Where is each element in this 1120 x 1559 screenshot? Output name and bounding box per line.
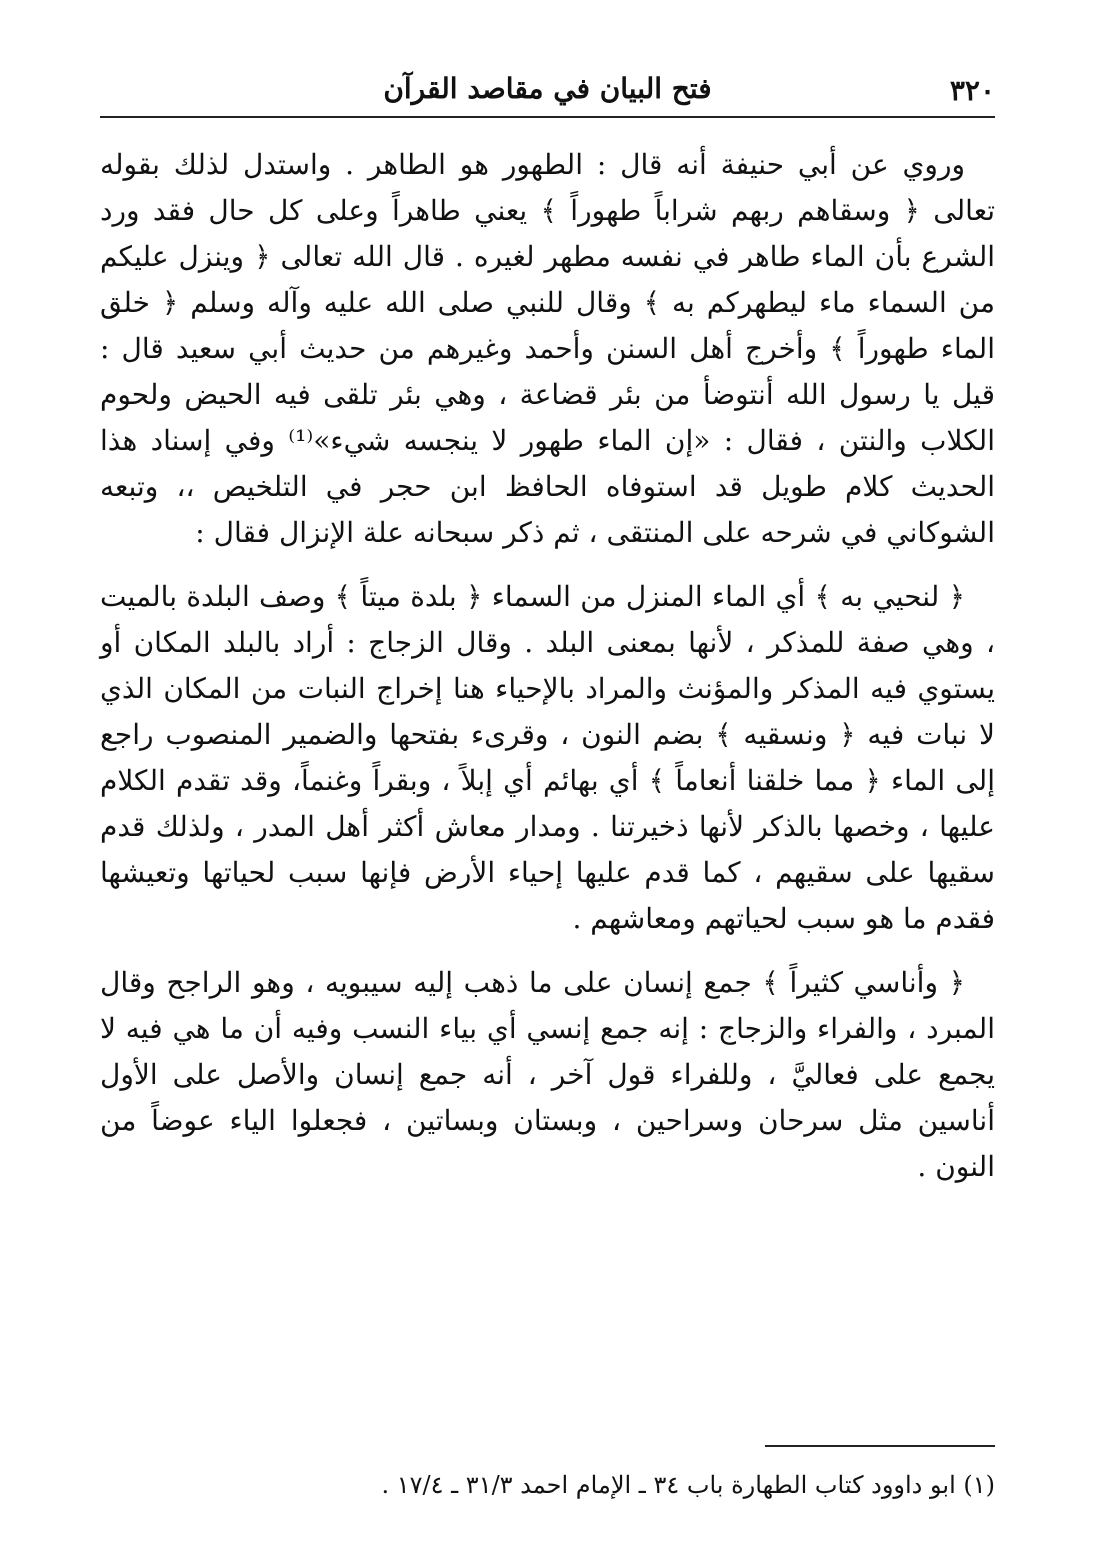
page-header <box>100 70 995 112</box>
footnote: (١) ابو داوود كتاب الطهارة باب ٣٤ ـ الإمام احمد ٣١/٣ ـ ١٧/٤ . <box>381 1471 995 1499</box>
header-rule <box>100 116 995 118</box>
page-number: ٣٢٠ <box>949 74 995 107</box>
paragraph-2: ﴿ لنحيي به ﴾ أي الماء المنزل من السماء ﴿ بلدة ميتاً ﴾ وصف البلدة بالميت ، وهي صفة للمذكر ، لأنها بمعنى البلد . وقال الزجاج : أراد بالبلد المكان أو يستوي فيه المذكر والمؤنث والمراد بالإحياء هنا إخراج النبات من المكان الذي لا نبات فيه ﴿ ونسقيه ﴾ بضم النون ، وقرىء بفتحها والضمير المنصوب راجع إلى الماء ﴿ مما خلقنا أنعاماً ﴾ أي بهائم أي إبلاً ، وبقراً وغنماً، وقد تقدم الكلام عليها ، وخصها بالذكر لأنها ذخيرتنا . ومدار معاش أكثر أهل المدر ، ولذلك قدم سقيها على سقيهم ، كما قدم عليها إحياء الأرض فإنها سبب لحياتها وتعيشها فقدم ما هو سبب لحياتهم ومعاشهم . <box>100 580 995 935</box>
body-text <box>100 142 995 1208</box>
footnote-rule <box>765 1445 995 1447</box>
running-title: فتح البيان في مقاصد القرآن <box>383 72 712 105</box>
paragraph-1: وروي عن أبي حنيفة أنه قال : الطهور هو الطاهر . واستدل لذلك بقوله تعالى ﴿ وسقاهم ربهم شراباً طهوراً ﴾ يعني طاهراً وعلى كل حال فقد ورد الشرع بأن الماء طاهر في نفسه مطهر لغيره . قال الله تعالى ﴿ وينزل عليكم من السماء ماء ليطهركم به ﴾ وقال للنبي صلى الله عليه وآله وسلم ﴿ خلق الماء طهوراً ﴾ وأخرج أهل السنن وأحمد وغيرهم من حديث أبي سعيد قال : قيل يا رسول الله أنتوضأ من بئر قضاعة ، وهي بئر تلقى فيه الحيض ولحوم الكلاب والنتن ، فقال : «إن الماء طهور لا ينجسه شيء»⁽¹⁾ وفي إسناد هذا الحديث كلام طويل قد استوفاه الحافظ ابن حجر في التلخيص ،، وتبعه الشوكاني في شرحه على المنتقى ، ثم ذكر سبحانه علة الإنزال فقال : <box>100 148 996 549</box>
paragraph-3: ﴿ وأناسي كثيراً ﴾ جمع إنسان على ما ذهب إليه سيبويه ، وهو الراجح وقال المبرد ، والفراء والزجاج : إنه جمع إنسي أي بياء النسب وفيه أن ما هي فيه لا يجمع على فعاليَّ ، وللفراء قول آخر ، أنه جمع إنسان والأصل على الأول أناسين مثل سرحان وسراحين ، وبستان وبساتين ، فجعلوا الياء عوضاً من النون . <box>100 966 995 1183</box>
